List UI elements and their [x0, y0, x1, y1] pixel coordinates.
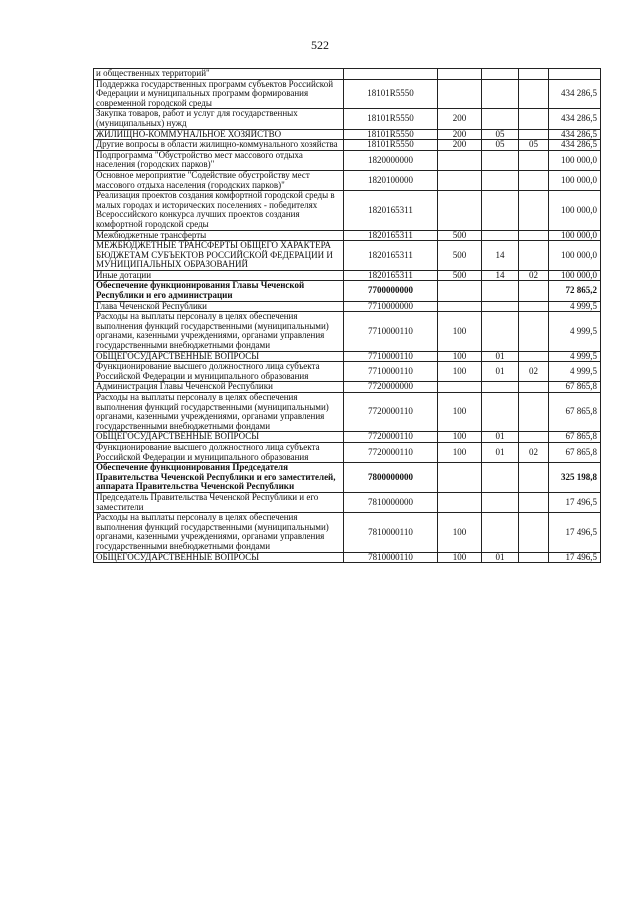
row-subsection-cell	[519, 552, 549, 563]
row-sum-cell: 434 286,5	[549, 109, 601, 129]
row-sum-cell: 100 000,0	[549, 191, 601, 230]
row-section-cell: 14	[482, 241, 519, 271]
row-name-cell: Иные дотации	[94, 270, 344, 281]
row-subsection-cell	[519, 513, 549, 552]
row-expense-type-cell: 100	[438, 432, 482, 443]
row-name-cell: Расходы на выплаты персоналу в целях обеспечения выполнения функций государственными (муниципальными) органами, казенными учреждениями, органами управления государственными внебюджетными фондами	[94, 513, 344, 552]
row-code-cell: 1820100000	[344, 170, 438, 190]
row-code-cell: 1820165311	[344, 270, 438, 281]
row-section-cell	[482, 312, 519, 351]
row-expense-type-cell	[438, 492, 482, 512]
row-expense-type-cell	[438, 301, 482, 312]
row-sum-cell: 4 999,5	[549, 351, 601, 362]
table-row	[94, 191, 601, 230]
table-row	[94, 241, 601, 271]
row-sum-cell: 67 865,8	[549, 442, 601, 462]
table-row	[94, 150, 601, 170]
row-name-cell: ЖИЛИЩНО-КОММУНАЛЬНОЕ ХОЗЯЙСТВО	[94, 129, 344, 140]
row-sum-cell: 100 000,0	[549, 270, 601, 281]
row-expense-type-cell: 100	[438, 552, 482, 563]
table-row	[94, 69, 601, 80]
page-number: 522	[311, 38, 329, 52]
row-code-cell: 7710000110	[344, 351, 438, 362]
table-row	[94, 129, 601, 140]
row-subsection-cell	[519, 241, 549, 271]
row-expense-type-cell: 200	[438, 129, 482, 140]
row-sum-cell: 67 865,8	[549, 382, 601, 393]
row-sum-cell: 100 000,0	[549, 230, 601, 241]
row-code-cell: 7710000000	[344, 301, 438, 312]
row-sum-cell: 67 865,8	[549, 432, 601, 443]
row-section-cell	[482, 79, 519, 109]
row-code-cell: 7700000000	[344, 281, 438, 301]
row-subsection-cell	[519, 150, 549, 170]
table-row	[94, 382, 601, 393]
table-row	[94, 312, 601, 351]
row-expense-type-cell: 100	[438, 442, 482, 462]
row-sum-cell: 4 999,5	[549, 312, 601, 351]
row-expense-type-cell	[438, 69, 482, 80]
row-code-cell: 1820000000	[344, 150, 438, 170]
row-name-cell: Межбюджетные трансферты	[94, 230, 344, 241]
row-code-cell: 1820165311	[344, 230, 438, 241]
row-name-cell: Функционирование высшего должностного лица субъекта Российской Федерации и муниципального образования	[94, 362, 344, 382]
row-subsection-cell: 02	[519, 442, 549, 462]
row-code-cell: 7810000110	[344, 552, 438, 563]
row-section-cell	[482, 109, 519, 129]
row-sum-cell: 434 286,5	[549, 129, 601, 140]
row-section-cell	[482, 513, 519, 552]
table-row	[94, 140, 601, 151]
row-name-cell: Глава Чеченской Республики	[94, 301, 344, 312]
row-name-cell: Функционирование высшего должностного лица субъекта Российской Федерации и муниципального образования	[94, 442, 344, 462]
table-row	[94, 552, 601, 563]
table-row	[94, 270, 601, 281]
row-subsection-cell	[519, 312, 549, 351]
row-expense-type-cell: 100	[438, 393, 482, 432]
row-section-cell	[482, 281, 519, 301]
row-expense-type-cell: 100	[438, 362, 482, 382]
row-subsection-cell	[519, 393, 549, 432]
row-section-cell: 01	[482, 351, 519, 362]
row-code-cell: 18101R5550	[344, 129, 438, 140]
row-expense-type-cell	[438, 79, 482, 109]
row-code-cell: 1820165311	[344, 191, 438, 230]
row-subsection-cell	[519, 382, 549, 393]
row-section-cell	[482, 301, 519, 312]
row-sum-cell: 100 000,0	[549, 170, 601, 190]
budget-table-body	[94, 69, 601, 563]
row-expense-type-cell: 200	[438, 140, 482, 151]
row-section-cell: 05	[482, 140, 519, 151]
row-section-cell: 14	[482, 270, 519, 281]
row-section-cell	[482, 69, 519, 80]
row-code-cell: 7710000110	[344, 312, 438, 351]
row-code-cell: 7720000110	[344, 442, 438, 462]
row-section-cell: 01	[482, 432, 519, 443]
row-sum-cell: 17 496,5	[549, 492, 601, 512]
row-section-cell: 01	[482, 442, 519, 462]
row-code-cell: 18101R5550	[344, 140, 438, 151]
row-code-cell: 18101R5550	[344, 79, 438, 109]
row-sum-cell: 67 865,8	[549, 393, 601, 432]
row-section-cell	[482, 191, 519, 230]
row-expense-type-cell	[438, 463, 482, 493]
row-section-cell	[482, 170, 519, 190]
row-expense-type-cell: 500	[438, 241, 482, 271]
row-name-cell: Расходы на выплаты персоналу в целях обеспечения выполнения функций государственными (муниципальными) органами, казенными учреждениями, органами управления государственными внебюджетными фондами	[94, 312, 344, 351]
table-row	[94, 79, 601, 109]
row-name-cell: МЕЖБЮДЖЕТНЫЕ ТРАНСФЕРТЫ ОБЩЕГО ХАРАКТЕРА БЮДЖЕТАМ СУБЪЕКТОВ РОССИЙСКОЙ ФЕДЕРАЦИИ И МУНИЦИПАЛЬНЫХ ОБРАЗОВАНИЙ	[94, 241, 344, 271]
row-sum-cell: 4 999,5	[549, 362, 601, 382]
row-expense-type-cell: 100	[438, 351, 482, 362]
row-expense-type-cell: 200	[438, 109, 482, 129]
row-name-cell: Администрация Главы Чеченской Республики	[94, 382, 344, 393]
row-section-cell	[482, 230, 519, 241]
row-sum-cell: 100 000,0	[549, 241, 601, 271]
row-code-cell: 7810000110	[344, 513, 438, 552]
row-subsection-cell	[519, 351, 549, 362]
row-subsection-cell	[519, 492, 549, 512]
table-row	[94, 362, 601, 382]
row-name-cell: ОБЩЕГОСУДАРСТВЕННЫЕ ВОПРОСЫ	[94, 351, 344, 362]
row-code-cell: 7710000110	[344, 362, 438, 382]
row-name-cell: Закупка товаров, работ и услуг для государственных (муниципальных) нужд	[94, 109, 344, 129]
row-code-cell: 7720000000	[344, 382, 438, 393]
row-subsection-cell	[519, 79, 549, 109]
table-row	[94, 463, 601, 493]
row-code-cell: 7720000110	[344, 393, 438, 432]
row-section-cell: 01	[482, 362, 519, 382]
row-expense-type-cell: 500	[438, 270, 482, 281]
row-name-cell: Обеспечение функционирования Председателя Правительства Чеченской Республики и его заместителей, аппарата Правительства Чеченской Республики	[94, 463, 344, 493]
row-name-cell: Обеспечение функционирования Главы Чеченской Республики и его администрации	[94, 281, 344, 301]
row-name-cell: Поддержка государственных программ субъектов Российской Федерации и муниципальных программ формирования современной городской среды	[94, 79, 344, 109]
row-code-cell	[344, 69, 438, 80]
row-sum-cell	[549, 69, 601, 80]
row-subsection-cell	[519, 230, 549, 241]
table-row	[94, 109, 601, 129]
row-expense-type-cell	[438, 281, 482, 301]
table-row	[94, 513, 601, 552]
row-name-cell: и общественных территорий"	[94, 69, 344, 80]
row-name-cell: Расходы на выплаты персоналу в целях обеспечения выполнения функций государственными (муниципальными) органами, казенными учреждениями, органами управления государственными внебюджетными фондами	[94, 393, 344, 432]
row-sum-cell: 434 286,5	[549, 79, 601, 109]
row-section-cell	[482, 150, 519, 170]
table-row	[94, 442, 601, 462]
row-code-cell: 7800000000	[344, 463, 438, 493]
row-subsection-cell	[519, 129, 549, 140]
row-name-cell: ОБЩЕГОСУДАРСТВЕННЫЕ ВОПРОСЫ	[94, 432, 344, 443]
row-section-cell	[482, 393, 519, 432]
row-section-cell: 05	[482, 129, 519, 140]
row-expense-type-cell	[438, 382, 482, 393]
row-sum-cell: 72 865,2	[549, 281, 601, 301]
table-row	[94, 393, 601, 432]
row-subsection-cell	[519, 69, 549, 80]
row-subsection-cell: 02	[519, 362, 549, 382]
row-section-cell	[482, 382, 519, 393]
table-row	[94, 170, 601, 190]
row-subsection-cell	[519, 432, 549, 443]
row-name-cell: Подпрограмма "Обустройство мест массового отдыха населения (городских парков)"	[94, 150, 344, 170]
row-name-cell: Основное мероприятие "Содействие обустройству мест массового отдыха населения (городских парков)"	[94, 170, 344, 190]
row-name-cell: Реализация проектов создания комфортной городской среды в малых городах и исторических поселениях - победителях Всероссийского конкурса лучших проектов создания комфортной городской среды	[94, 191, 344, 230]
row-sum-cell: 17 496,5	[549, 513, 601, 552]
row-subsection-cell	[519, 191, 549, 230]
row-expense-type-cell	[438, 191, 482, 230]
row-subsection-cell: 02	[519, 270, 549, 281]
row-name-cell: Председатель Правительства Чеченской Республики и его заместители	[94, 492, 344, 512]
row-expense-type-cell: 100	[438, 312, 482, 351]
row-sum-cell: 100 000,0	[549, 150, 601, 170]
row-section-cell	[482, 492, 519, 512]
row-code-cell: 7810000000	[344, 492, 438, 512]
row-expense-type-cell: 100	[438, 513, 482, 552]
row-expense-type-cell	[438, 170, 482, 190]
row-sum-cell: 17 496,5	[549, 552, 601, 563]
row-expense-type-cell	[438, 150, 482, 170]
table-row	[94, 351, 601, 362]
table-row	[94, 492, 601, 512]
row-sum-cell: 4 999,5	[549, 301, 601, 312]
row-code-cell: 18101R5550	[344, 109, 438, 129]
row-code-cell: 7720000110	[344, 432, 438, 443]
row-name-cell: ОБЩЕГОСУДАРСТВЕННЫЕ ВОПРОСЫ	[94, 552, 344, 563]
table-row	[94, 432, 601, 443]
row-subsection-cell	[519, 301, 549, 312]
row-sum-cell: 325 198,8	[549, 463, 601, 493]
row-code-cell: 1820165311	[344, 241, 438, 271]
row-expense-type-cell: 500	[438, 230, 482, 241]
table-row	[94, 230, 601, 241]
budget-table	[93, 68, 601, 563]
row-subsection-cell	[519, 281, 549, 301]
table-row	[94, 301, 601, 312]
row-subsection-cell	[519, 463, 549, 493]
row-subsection-cell	[519, 109, 549, 129]
table-row	[94, 281, 601, 301]
row-name-cell: Другие вопросы в области жилищно-коммунального хозяйства	[94, 140, 344, 151]
row-sum-cell: 434 286,5	[549, 140, 601, 151]
row-section-cell: 01	[482, 552, 519, 563]
row-section-cell	[482, 463, 519, 493]
row-subsection-cell: 05	[519, 140, 549, 151]
row-subsection-cell	[519, 170, 549, 190]
